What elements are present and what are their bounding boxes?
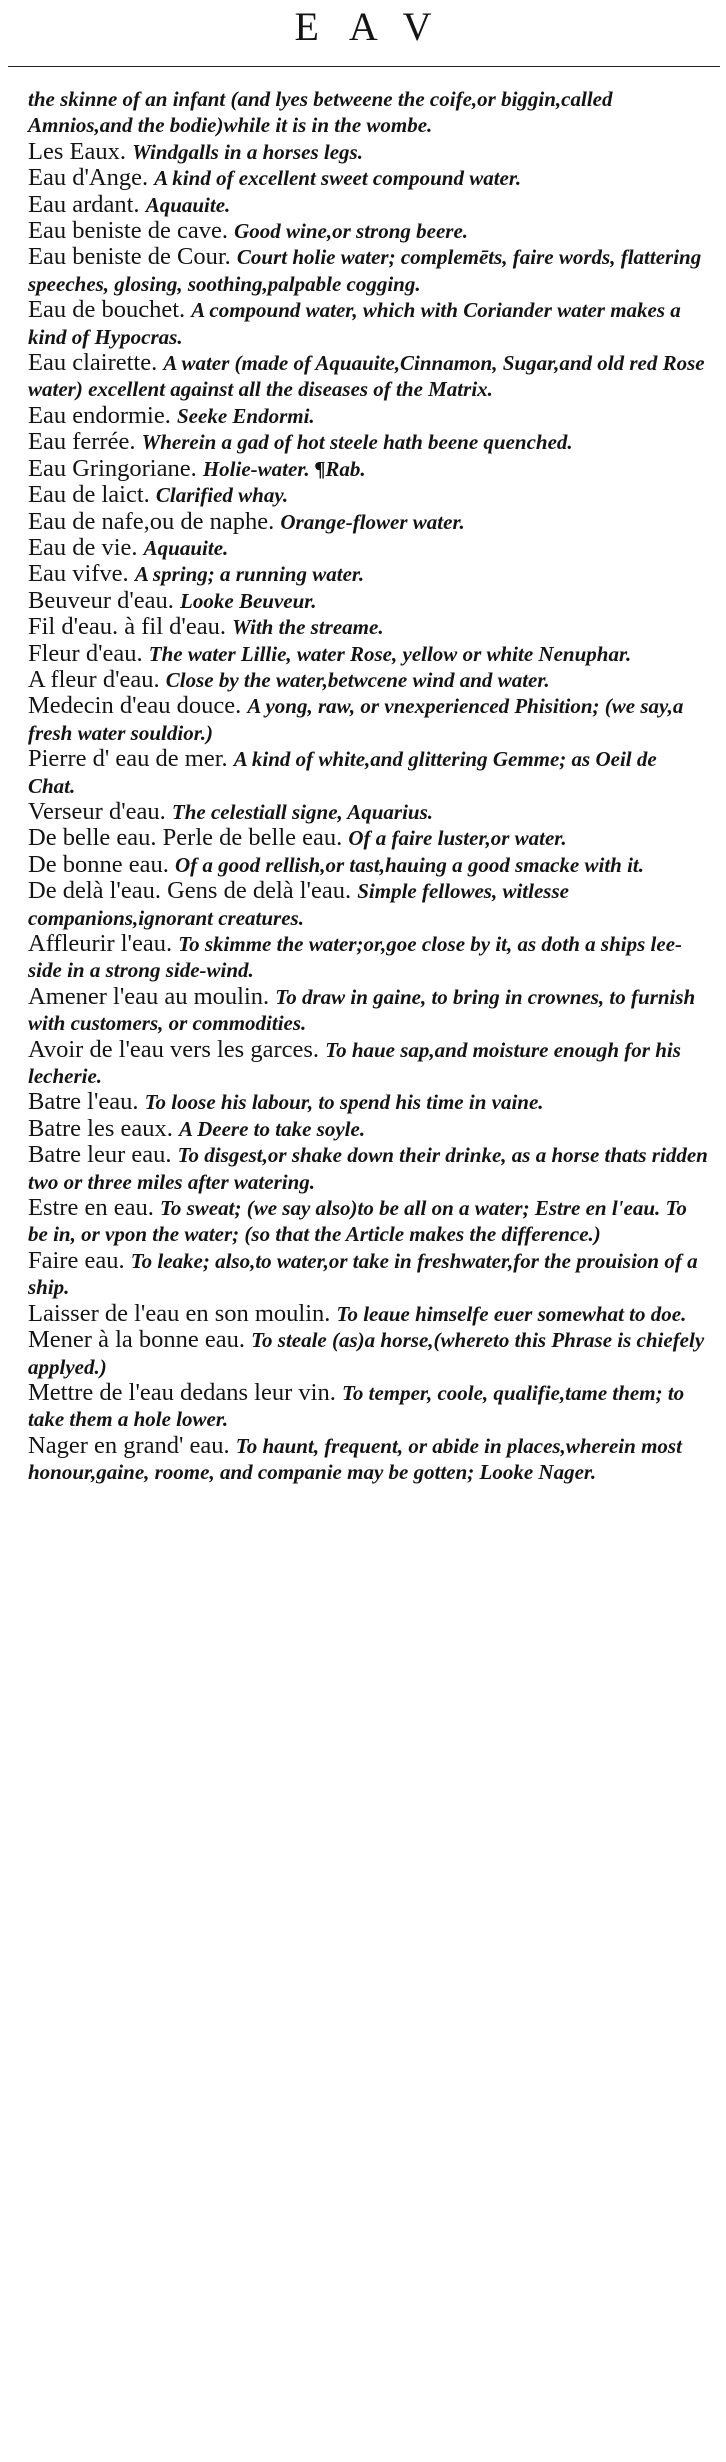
entry-definition: To leake; also,to water,or take in freshwater,for the prouision of a ship. xyxy=(28,1248,698,1300)
dictionary-entry xyxy=(28,192,708,218)
dictionary-entry xyxy=(28,535,708,561)
entry-headword: Faire eau. xyxy=(28,1246,125,1274)
dictionary-entry xyxy=(28,1037,708,1090)
entry-definition: Of a good rellish,or tast,hauing a good smacke with it. xyxy=(174,852,645,877)
entry-definition: Looke Beuveur. xyxy=(180,588,317,613)
entry-headword: Eau ferrée. xyxy=(28,428,136,456)
dictionary-entry xyxy=(28,482,708,508)
entry-headword: Eau Gringoriane. xyxy=(28,454,197,482)
entry-headword: Les Eaux. xyxy=(28,137,126,165)
entry-headword: De bonne eau. xyxy=(28,850,169,878)
dictionary-entry xyxy=(28,1380,708,1433)
entry-definition: With the streame. xyxy=(232,615,384,640)
entry-headword: Avoir de l'eau vers les garces. xyxy=(28,1035,320,1063)
entry-definition: To leaue himselfe euer somewhat to doe. xyxy=(336,1301,687,1326)
dictionary-entry xyxy=(28,746,708,799)
dictionary-entry xyxy=(28,244,708,297)
dictionary-entry xyxy=(28,561,708,587)
entry-headword: Fleur d'eau. xyxy=(28,639,143,667)
dictionary-entry xyxy=(28,403,708,429)
dictionary-entry xyxy=(28,984,708,1037)
entry-definition: To steale (as)a horse,(whereto this Phrase is chiefely applyed.) xyxy=(28,1328,705,1379)
entry-headword: Eau de bouchet. xyxy=(28,296,186,324)
entry-definition: A compound water, which with Coriander water makes a kind of Hypocras. xyxy=(28,298,681,349)
entry-definition: Close by the water,betwcene wind and water. xyxy=(165,667,550,692)
dictionary-entry xyxy=(28,1248,708,1301)
entry-definition: The celestiall signe, Aquarius. xyxy=(171,799,434,824)
entry-headword: Eau beniste de cave. xyxy=(28,217,228,245)
entry-headword: Verseur d'eau. xyxy=(28,797,166,825)
entry-headword: Eau endormie. xyxy=(28,401,171,429)
entry-definition: the skinne of an infant (and lyes betweene the coife,or biggin,called Amnios,and the bodie)while it is in the wombe. xyxy=(28,87,613,138)
dictionary-entry xyxy=(28,588,708,614)
entry-headword: Mettre de l'eau dedans leur vin. xyxy=(28,1378,336,1406)
dictionary-entry xyxy=(28,1433,708,1486)
entry-headword: Laisser de l'eau en son moulin. xyxy=(28,1299,331,1327)
dictionary-entry xyxy=(28,509,708,535)
entry-headword: Eau ardant. xyxy=(28,190,140,218)
entry-headword: Eau d'Ange. xyxy=(28,164,149,192)
entry-headword: Eau de vie. xyxy=(28,533,138,561)
entry-definition: Clarified whay. xyxy=(155,483,289,508)
entry-headword: Nager en grand' eau. xyxy=(28,1431,230,1459)
dictionary-entry xyxy=(28,165,708,191)
entry-definition: Windgalls in a horses legs. xyxy=(132,139,363,164)
entry-definition: To temper, coole, qualifie,tame them; to take them a hole lower. xyxy=(28,1380,685,1432)
entry-headword: Estre en eau. xyxy=(28,1194,154,1222)
entry-definition: Aquauite. xyxy=(145,192,231,217)
entry-headword: De belle eau. Perle de belle eau. xyxy=(28,824,343,852)
entry-headword: Eau de nafe,ou de naphe. xyxy=(28,507,275,535)
entry-definition: Court holie water; complemēts, faire words, flattering speeches, glosing, soothing,palpable cogging. xyxy=(28,245,702,296)
entry-headword: Eau clairette. xyxy=(28,349,158,377)
entry-headword: Batre l'eau. xyxy=(28,1088,139,1116)
entry-definition: To haunt, frequent, or abide in places,wherein most honour,gaine, roome, and companie may be gotten; Looke Nager. xyxy=(28,1433,682,1485)
entry-headword: Mener à la bonne eau. xyxy=(28,1326,245,1354)
entry-definition: To sweat; (we say also)to be all on a water; Estre en l'eau. To be in, or vpon the water; (so that the Article makes the difference.) xyxy=(28,1196,687,1247)
entry-headword: Eau vifve. xyxy=(28,560,129,588)
dictionary-entry xyxy=(28,641,708,667)
entry-definition: A spring; a running water. xyxy=(134,562,365,587)
dictionary-entry xyxy=(28,1195,708,1248)
entry-definition: A Deere to take soyle. xyxy=(179,1116,366,1141)
dictionary-entry xyxy=(28,667,708,693)
entry-headword: Eau de laict. xyxy=(28,481,150,509)
entry-definition: Of a faire luster,or water. xyxy=(348,826,567,851)
dictionary-entry xyxy=(28,799,708,825)
dictionary-entry xyxy=(28,429,708,455)
entry-headword: Amener l'eau au moulin. xyxy=(28,982,270,1010)
entry-headword: Medecin d'eau douce. xyxy=(28,692,242,720)
dictionary-entry xyxy=(28,86,708,139)
dictionary-entry xyxy=(28,139,708,165)
dictionary-entry xyxy=(28,1327,708,1380)
entry-definition: To skimme the water;or,goe close by it, as doth a ships lee-side in a strong side-wind. xyxy=(28,932,683,983)
entry-headword: Batre leur eau. xyxy=(28,1141,172,1169)
entry-headword: Beuveur d'eau. xyxy=(28,586,174,614)
entry-definition: A kind of white,and glittering Gemme; as Oeil de Chat. xyxy=(28,747,657,798)
entry-definition: Holie-water. ¶Rab. xyxy=(202,456,366,481)
entry-definition: The water Lillie, water Rose, yellow or white Nenuphar. xyxy=(148,641,632,666)
entry-list xyxy=(28,86,708,1486)
running-headword: EAV xyxy=(294,4,462,49)
dictionary-entry xyxy=(28,1301,708,1327)
entry-definition: To disgest,or shake down their drinke, as a horse thats ridden two or three miles after watering. xyxy=(28,1143,708,1194)
dictionary-entry xyxy=(28,931,708,984)
entry-definition: To draw in gaine, to bring in crownes, to furnish with customers, or commodities. xyxy=(28,984,696,1036)
entry-definition: A water (made of Aquauite,Cinnamon, Sugar,and old red Rose water) excellent against all the diseases of the Matrix. xyxy=(28,351,705,402)
dictionary-entry xyxy=(28,218,708,244)
dictionary-entry xyxy=(28,456,708,482)
entry-headword: De delà l'eau. Gens de delà l'eau. xyxy=(28,877,352,905)
dictionary-entry xyxy=(28,1142,708,1195)
entry-definition: Seeke Endormi. xyxy=(177,403,315,428)
dictionary-entry xyxy=(28,614,708,640)
dictionary-entry xyxy=(28,1089,708,1115)
dictionary-entry xyxy=(28,878,708,931)
entry-definition: A kind of excellent sweet compound water. xyxy=(154,166,522,191)
entry-definition: Aquauite. xyxy=(143,535,229,560)
dictionary-entry xyxy=(28,825,708,851)
entry-headword: Eau beniste de Cour. xyxy=(28,243,231,271)
entry-headword: Pierre d' eau de mer. xyxy=(28,745,228,773)
entry-headword: A fleur d'eau. xyxy=(28,665,160,693)
entry-definition: Simple fellowes, witlesse companions,ignorant creatures. xyxy=(28,879,569,930)
entry-headword: Fil d'eau. à fil d'eau. xyxy=(28,613,226,641)
dictionary-entry xyxy=(28,693,708,746)
dictionary-entry xyxy=(28,350,708,403)
header-rule xyxy=(8,66,720,67)
dictionary-entry xyxy=(28,1116,708,1142)
entry-definition: Wherein a gad of hot steele hath beene quenched. xyxy=(141,430,573,455)
entry-definition: Good wine,or strong beere. xyxy=(234,219,469,244)
entry-definition: A yong, raw, or vnexperienced Phisition; (we say,a fresh water souldior.) xyxy=(28,694,684,745)
entry-definition: To loose his labour, to spend his time in vaine. xyxy=(144,1090,544,1115)
entry-headword: Batre les eaux. xyxy=(28,1114,173,1142)
dictionary-entry xyxy=(28,852,708,878)
entry-headword: Affleurir l'eau. xyxy=(28,930,173,957)
entry-definition: To haue sap,and moisture enough for his lecherie. xyxy=(28,1037,681,1089)
entry-definition: Orange-flower water. xyxy=(280,509,465,534)
dictionary-entry xyxy=(28,297,708,350)
